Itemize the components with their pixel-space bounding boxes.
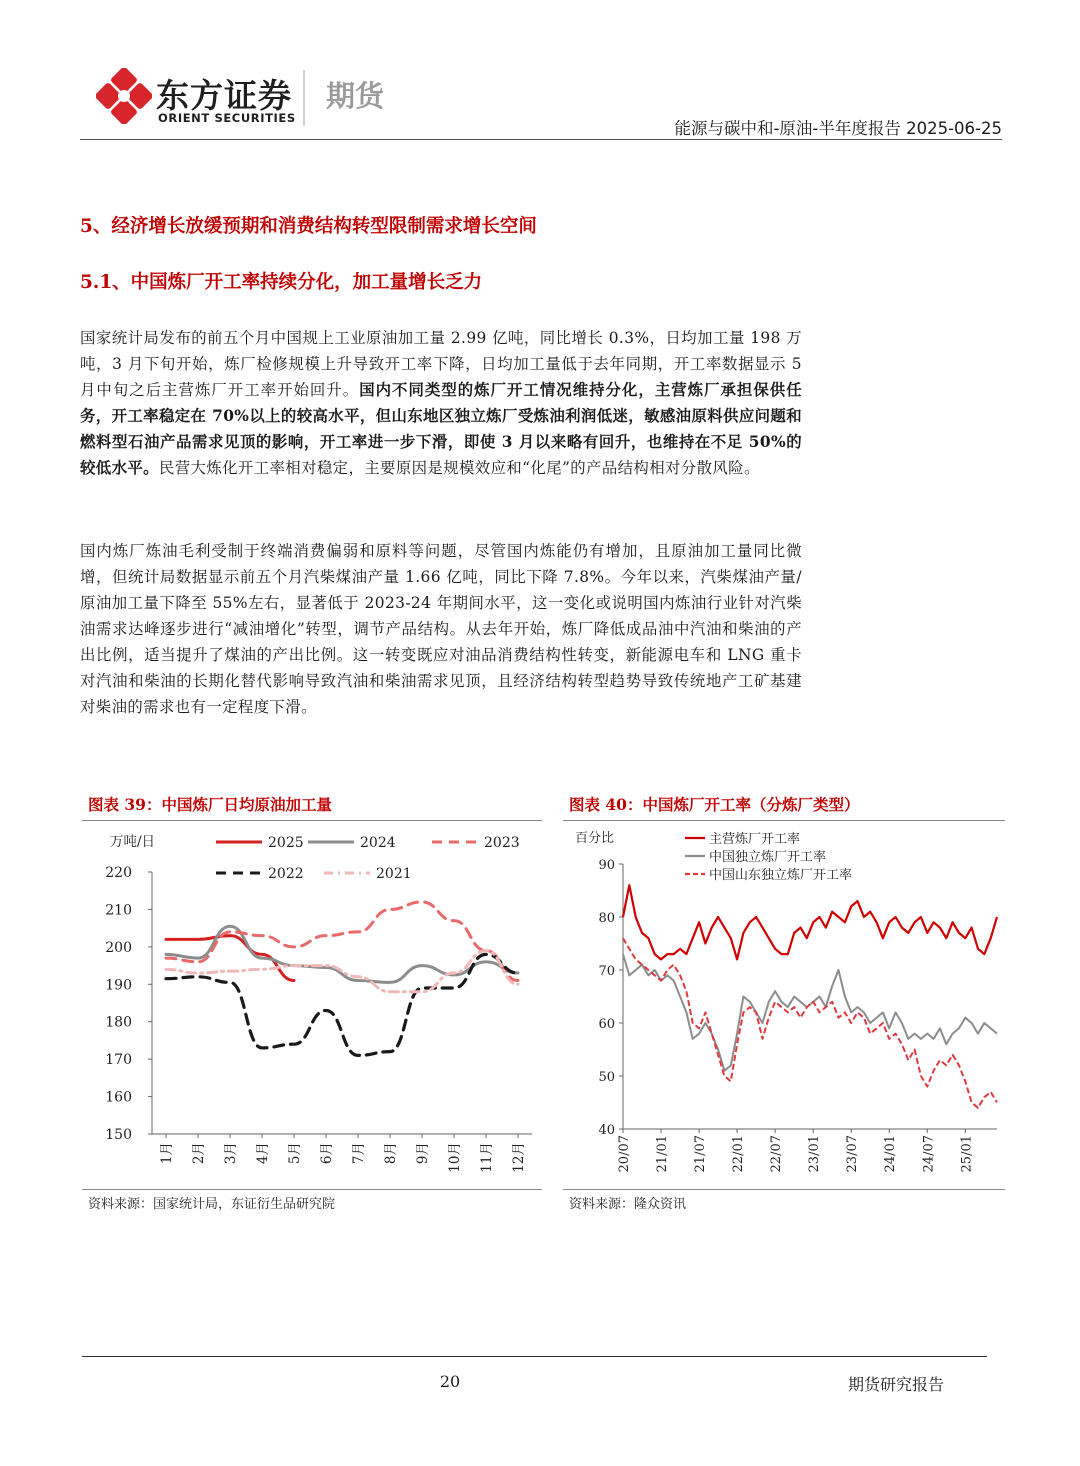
x-tick-label: 10月: [447, 1142, 463, 1173]
x-tick-label: 9月: [415, 1142, 431, 1165]
x-tick-label: 20/07: [617, 1135, 632, 1173]
x-tick-label: 24/01: [883, 1135, 899, 1173]
series-line-0: [623, 885, 997, 959]
x-tick-label: 6月: [319, 1142, 335, 1165]
x-tick-label: 21/01: [655, 1135, 671, 1173]
x-tick-label: 24/07: [921, 1135, 937, 1173]
figure-39-source: 资料来源：国家统计局，东证衍生品研究院: [88, 1197, 336, 1212]
legend-label-2025: 2025: [268, 835, 304, 851]
legend-label-2024: 2024: [360, 835, 396, 851]
y-axis-unit-label: 百分比: [575, 831, 615, 846]
x-tick-label: 22/07: [769, 1135, 785, 1173]
figure-39-title: 图表 39：中国炼厂日均原油加工量: [88, 795, 332, 814]
x-tick-label: 7月: [351, 1142, 367, 1165]
y-tick-label: 90: [598, 858, 615, 873]
y-tick-label: 150: [105, 1127, 132, 1143]
y-tick-label: 180: [105, 1014, 132, 1031]
legend-label-2022: 2022: [268, 866, 304, 882]
paragraph-1-intro: 国家统计局发布的前五个月中国规上工业原油加工量 2.99 亿吨，同比增长 0.3%，日均加工量 198 万吨，3 月下旬开始，炼厂检修规模上升导致开工率下降，日均加工量低于去年同期，开工率数据显示 5 月中旬之后主营炼厂开工率开始回升。: [80, 329, 802, 399]
paragraph-2: 国内炼厂炼油毛利受制于终端消费偏弱和原料等问题，尽管国内炼能仍有增加，且原油加工量同比微增，但统计局数据显示前五个月汽柴煤油产量 1.66 亿吨，同比下降 7.8%。今年以来，汽柴煤油产量/原油加工量下降至 55%左右，显著低于 2023-24 年期间水平，这一变化或说明国内炼油行业针对汽柴油需求达峰逐步进行“减油增化”转型，调节产品结构。从去年开始，炼厂降低成品油中汽油和柴油的产出比例，适当提升了煤油的产出比例。这一转变既应对油品消费结构性转变，新能源电车和 LNG 重卡对汽油和柴油的长期化替代影响导致汽油和柴油需求见顶，且经济结构转型趋势导致传统地产工矿基建对柴油的需求也有一定程度下滑。: [80, 542, 802, 716]
figure-40-source: 资料来源：隆众资讯: [569, 1197, 687, 1212]
y-tick-label: 60: [598, 1017, 615, 1032]
x-tick-label: 12月: [511, 1142, 527, 1173]
legend-label-0: 主营炼厂开工率: [709, 832, 801, 847]
paragraph-1-emphasis: 国内不同类型的炼厂开工情况维持分化，主营炼厂承担保供任务，开工率稳定在 70%以上的较高水平，但山东地区独立炼厂受炼油利润低迷，敏感油原料供应问题和燃料型石油产品需求见顶的影响，开工率进一步下滑，即使 3 月以来略有回升，也维持在不足 50%的较低水平。: [80, 381, 802, 477]
footer-divider: [82, 1356, 987, 1357]
legend-label-2: 中国山东独立炼厂开工率: [709, 868, 853, 883]
figure-40-top-rule: [563, 820, 1005, 821]
figure-39-top-rule: [82, 820, 542, 821]
y-tick-label: 170: [105, 1052, 132, 1069]
footer-label: 期货研究报告: [848, 1375, 945, 1394]
figure-40-bottom-rule: [563, 1189, 1005, 1190]
y-tick-label: 50: [598, 1070, 615, 1085]
brand-division: 期货: [326, 79, 385, 113]
y-tick-label: 210: [105, 902, 132, 919]
y-tick-label: 190: [105, 977, 132, 994]
series-line-1: [623, 954, 997, 1071]
x-tick-label: 23/01: [807, 1135, 823, 1173]
page-number: 20: [439, 1372, 461, 1391]
paragraph-1-tail: 民营大炼化开工率相对稳定，主要原因是规模效应和“化尾”的产品结构相对分散风险。: [158, 459, 760, 477]
series-line-2: [623, 938, 997, 1108]
figure-39-chart: [82, 824, 542, 1186]
header-divider: [80, 139, 1002, 140]
y-tick-label: 40: [598, 1123, 615, 1138]
brand-name-cn: 东方证券: [156, 76, 292, 115]
section-heading: 5、经济增长放缓预期和消费结构转型限制需求增长空间: [80, 216, 537, 237]
y-tick-label: 220: [105, 865, 132, 881]
legend-label-2021: 2021: [376, 866, 412, 882]
figure-39-bottom-rule: [82, 1189, 542, 1190]
x-tick-label: 22/01: [731, 1135, 747, 1173]
brand-name-en: ORIENT SECURITIES: [158, 111, 296, 125]
brand-divider: [303, 70, 305, 126]
subsection-heading: 5.1、中国炼厂开工率持续分化，加工量增长乏力: [80, 272, 483, 293]
x-tick-label: 23/07: [845, 1135, 861, 1173]
y-tick-label: 70: [598, 964, 615, 979]
y-tick-label: 200: [105, 939, 132, 956]
legend-label-2023: 2023: [484, 835, 520, 851]
x-tick-label: 25/01: [959, 1135, 975, 1173]
x-tick-label: 21/07: [693, 1135, 709, 1173]
x-tick-label: 4月: [255, 1142, 271, 1165]
x-tick-label: 3月: [223, 1142, 239, 1165]
y-tick-label: 160: [105, 1089, 132, 1106]
orient-securities-logo-icon: [96, 68, 152, 124]
figure-40-title: 图表 40：中国炼厂开工率（分炼厂类型）: [569, 795, 860, 814]
paragraph-1: [80, 325, 802, 481]
y-axis-unit-label: 万吨/日: [110, 834, 156, 850]
figure-40-chart: [563, 824, 1005, 1186]
x-tick-label: 1月: [159, 1142, 175, 1165]
x-tick-label: 5月: [287, 1142, 303, 1165]
report-title: 能源与碳中和-原油-半年度报告 2025-06-25: [674, 119, 1002, 138]
legend-label-1: 中国独立炼厂开工率: [709, 850, 827, 865]
x-tick-label: 8月: [383, 1142, 399, 1165]
x-tick-label: 2月: [191, 1142, 207, 1165]
y-tick-label: 80: [598, 911, 615, 926]
x-tick-label: 11月: [479, 1142, 495, 1173]
